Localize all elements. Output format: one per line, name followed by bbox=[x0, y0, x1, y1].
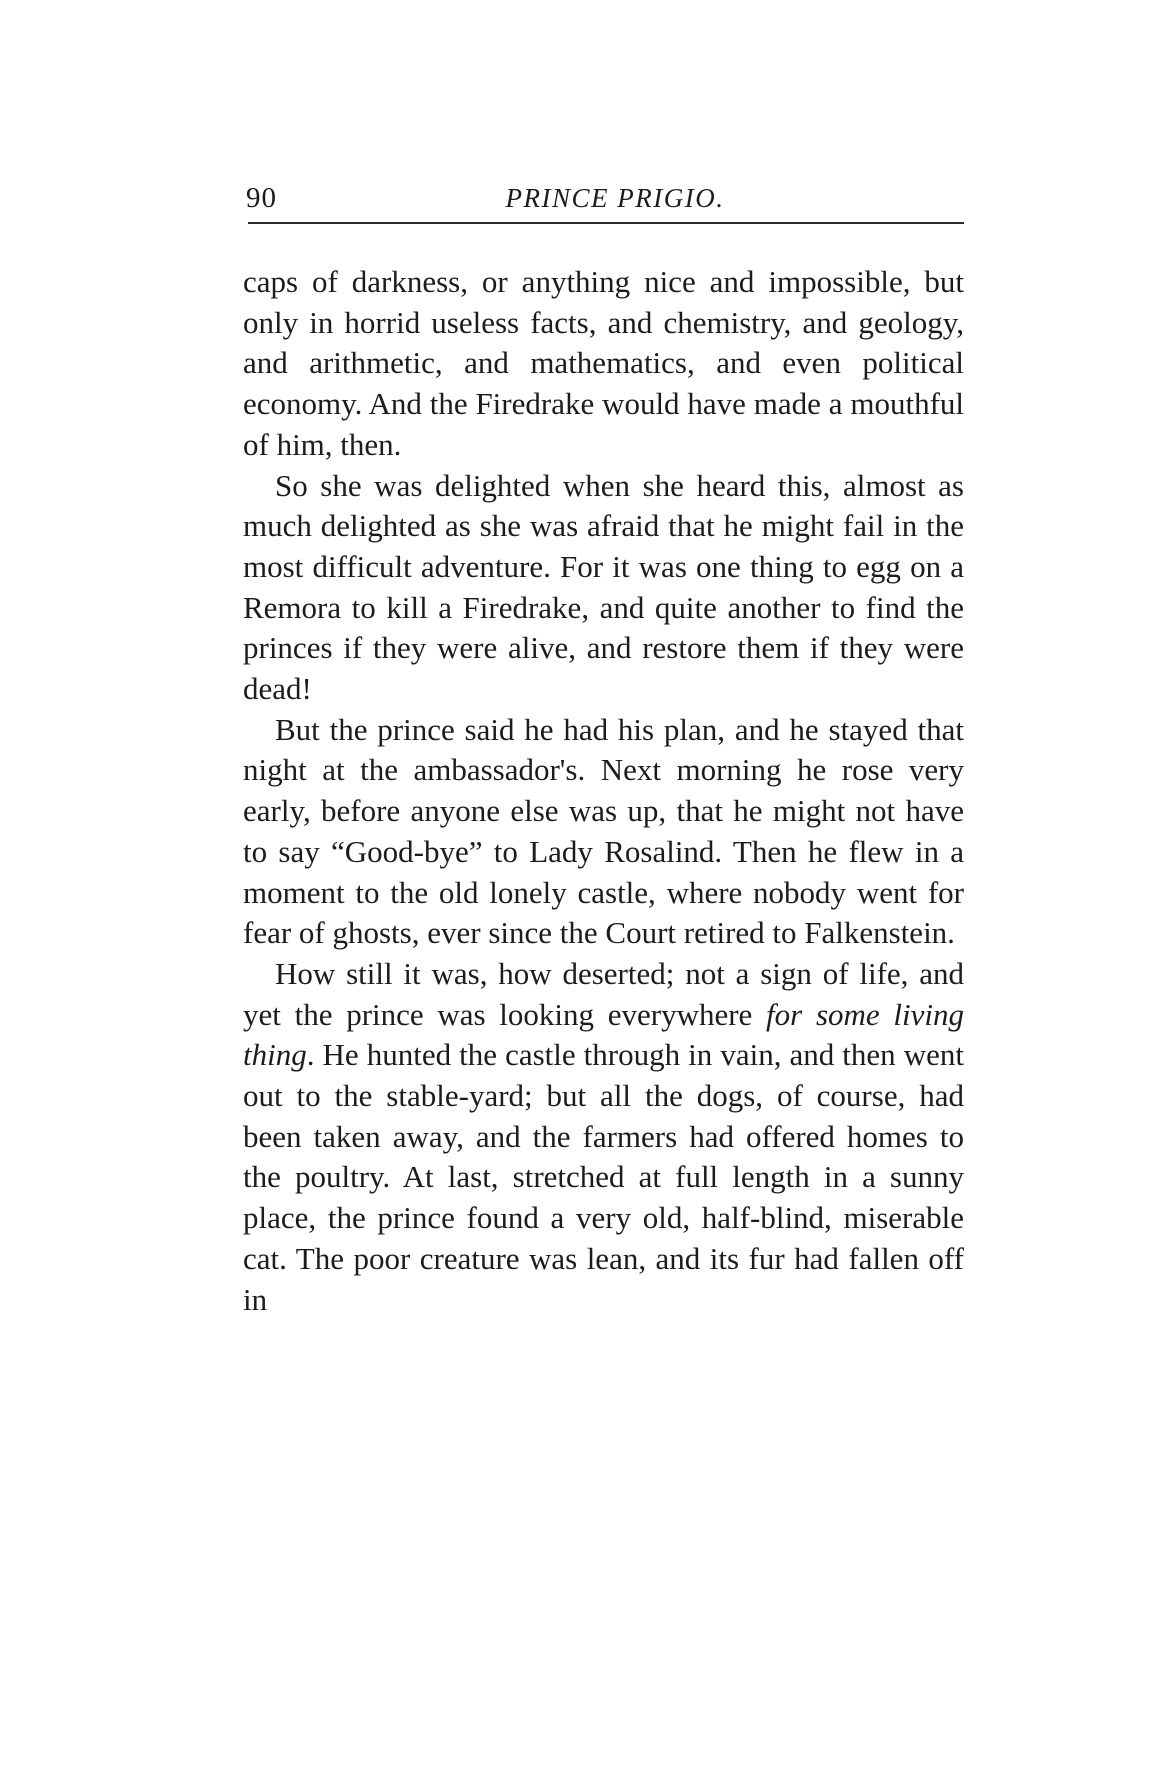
paragraph-text: How still it was, how deserted; not a sign of life, and yet the prince was looking everywhere bbox=[243, 955, 964, 1032]
page-number: 90 bbox=[246, 182, 277, 214]
paragraph: But the prince said he had his plan, and he stayed that night at the ambassador's. Next morning he rose very early, before anyone else was up, that he might not have to say “Good-bye” to Lady Rosalind. Then he flew in a moment to the old lonely castle, where nobody went for fear of ghosts, ever since the Court retired to Falkenstein. bbox=[243, 711, 964, 951]
running-title: PRINCE PRIGIO. bbox=[505, 183, 725, 213]
paragraph-continued: caps of darkness, or anything nice and impossible, but only in horrid useless facts, and chemistry, and geology, and arithmetic, and mathematics, and even political economy. And the Firedrake would have made a mouthful of him, then. bbox=[243, 264, 964, 462]
italic-phrase: for some living thing bbox=[243, 996, 964, 1073]
header-rule bbox=[248, 222, 964, 224]
paragraph-text: . He hunted the castle through in vain, and then went out to the stable-yard; but all the dogs, of course, had been taken away, and the farmers had offered homes to the poultry. At last, stretched at full length in a sunny place, the prince found a very old, half-blind, miserable cat. The poor creature was lean, and its fur had fallen off in bbox=[243, 1037, 964, 1317]
body-text bbox=[243, 262, 964, 1320]
paragraph: So she was delighted when she heard this, almost as much delighted as she was afraid that he might fail in the most difficult adventure. For it was one thing to egg on a Remora to kill a Firedrake, and quite another to find the princes if they were alive, and restore them if they were dead! bbox=[243, 467, 964, 707]
paragraph bbox=[243, 954, 964, 1320]
page-header bbox=[246, 183, 964, 213]
